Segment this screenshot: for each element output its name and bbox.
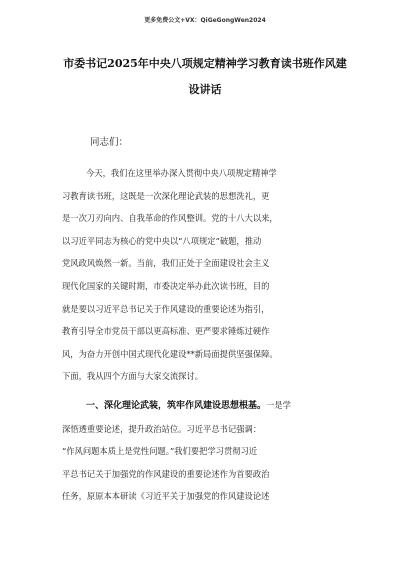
document-title: [50, 51, 360, 103]
paragraph-line: 平总书记关于加强党的作风建设的重要论述作为首要政治: [62, 468, 270, 479]
paragraph-line: 下面，我从四个方面与大家交流探讨。: [62, 371, 204, 382]
paragraph-line: 今天，我们在这里举办深入贯彻中央八项规定精神学: [86, 168, 277, 178]
paragraph-line-rest: 一是学: [266, 400, 291, 410]
section-first-line: [62, 394, 362, 418]
section-heading: 一、深化理论武装，筑牢作风建设思想根基。: [86, 401, 267, 411]
salutation: 同志们：: [90, 137, 129, 148]
paragraph-line: 任务，原原本本研读《习近平关于加强党的作风建设论述: [62, 491, 270, 502]
title-line: 市委书记2025年中央八项规定精神学习教育读书班作风建: [63, 57, 347, 70]
paragraph-section-1: [62, 394, 362, 508]
paragraph-line: 习教育读书班，这既是一次深化理论武装的思想洗礼，更: [62, 190, 270, 201]
paragraph-line: 党风政风焕然一新。当前，我们正处于全面建设社会主义: [62, 258, 270, 269]
paragraph-line: 深悟透重要论述，提升政治站位。习近平总书记强调：: [62, 423, 262, 434]
paragraph-line: 教育引导全市党员干部以更高标准、更严要求锤炼过硬作: [62, 326, 270, 337]
paragraph-intro: [62, 162, 362, 388]
paragraph-line: 以习近平同志为核心的党中央以“八项规定”破题，推动: [62, 235, 262, 246]
paragraph-line: “作风问题本质上是党性问题。”我们要把学习贯彻习近: [62, 446, 258, 457]
header-note: 更多免费公文+VX：QiGeGongWen2024: [144, 17, 266, 24]
paragraph-line: 风，为奋力开创中国式现代化建设**新局面提供坚强保障。: [62, 348, 278, 359]
title-line: 设讲话: [188, 83, 222, 96]
paragraph-line: 现代化国家的关键时期，市委决定举办此次读书班，目的: [62, 280, 270, 291]
paragraph-line: 是一次刀刃向内、自我革命的作风整训。党的十八大以来，: [62, 213, 278, 224]
paragraph-line: 就是要以习近平总书记关于作风建设的重要论述为指引，: [62, 303, 270, 314]
